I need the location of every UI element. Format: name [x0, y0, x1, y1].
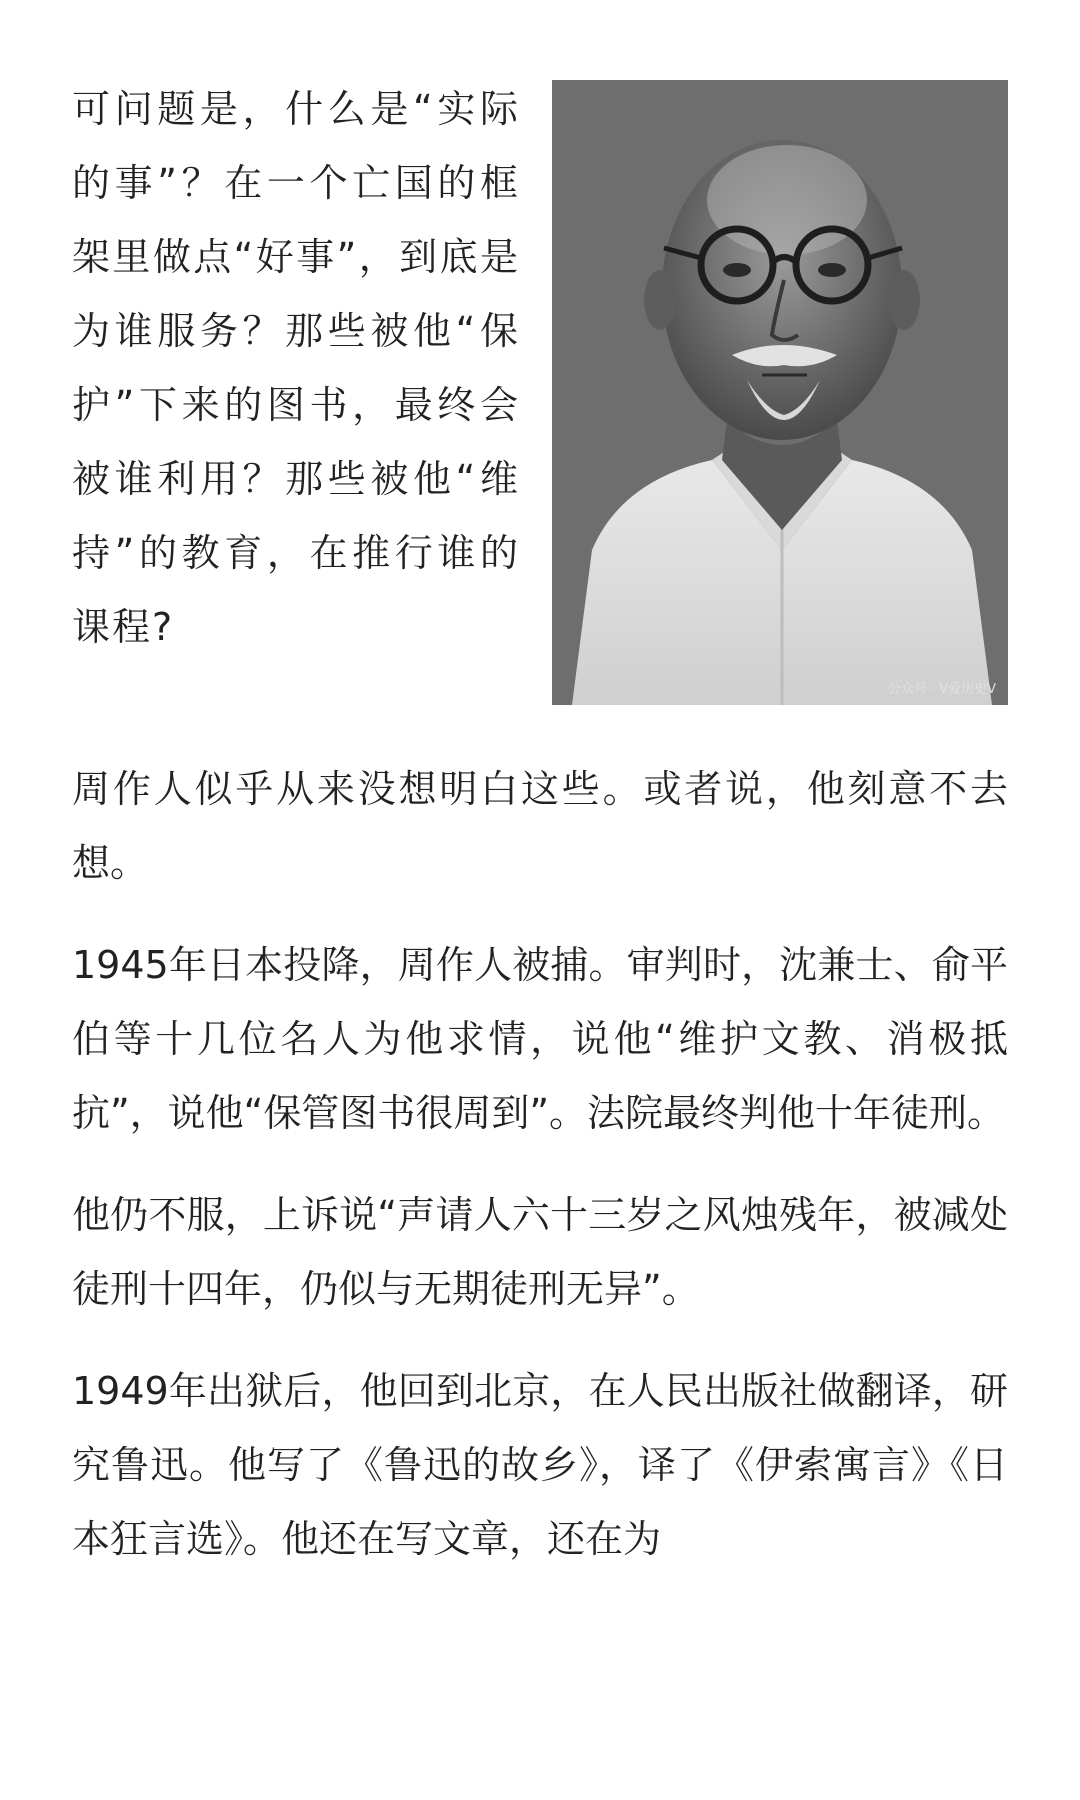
- article-body: [72, 72, 1008, 1604]
- portrait-photo: [552, 80, 1008, 705]
- paragraph-1: 周作人似乎从来没想明白这些。或者说，他刻意不去想。: [72, 767, 1008, 885]
- paragraph-4: 1949年出狱后，他回到北京，在人民出版社做翻译，研究鲁迅。他写了《鲁迅的故乡》，译了《伊索寓言》《日本狂言选》。他还在写文章，还在为: [72, 1369, 1008, 1561]
- portrait-illustration: [552, 80, 1008, 705]
- intro-section: [72, 72, 1008, 752]
- photo-watermark: 公众号 · V爱历史V: [887, 682, 996, 697]
- paragraph-2: 1945年日本投降，周作人被捕。审判时，沈兼士、俞平伯等十几位名人为他求情，说他“维护文教、消极抵抗”，说他“保管图书很周到”。法院最终判他十年徒刑。: [72, 943, 1008, 1135]
- paragraph-3: 他仍不服，上诉说“声请人六十三岁之风烛残年，被减处徒刑十四年，仍似与无期徒刑无异”。: [72, 1193, 1008, 1311]
- intro-paragraph: 可问题是，什么是“实际的事”？在一个亡国的框架里做点“好事”，到底是为谁服务？那些被他“保护”下来的图书，最终会被谁利用？那些被他“维持”的教育，在推行谁的课程?: [72, 87, 520, 649]
